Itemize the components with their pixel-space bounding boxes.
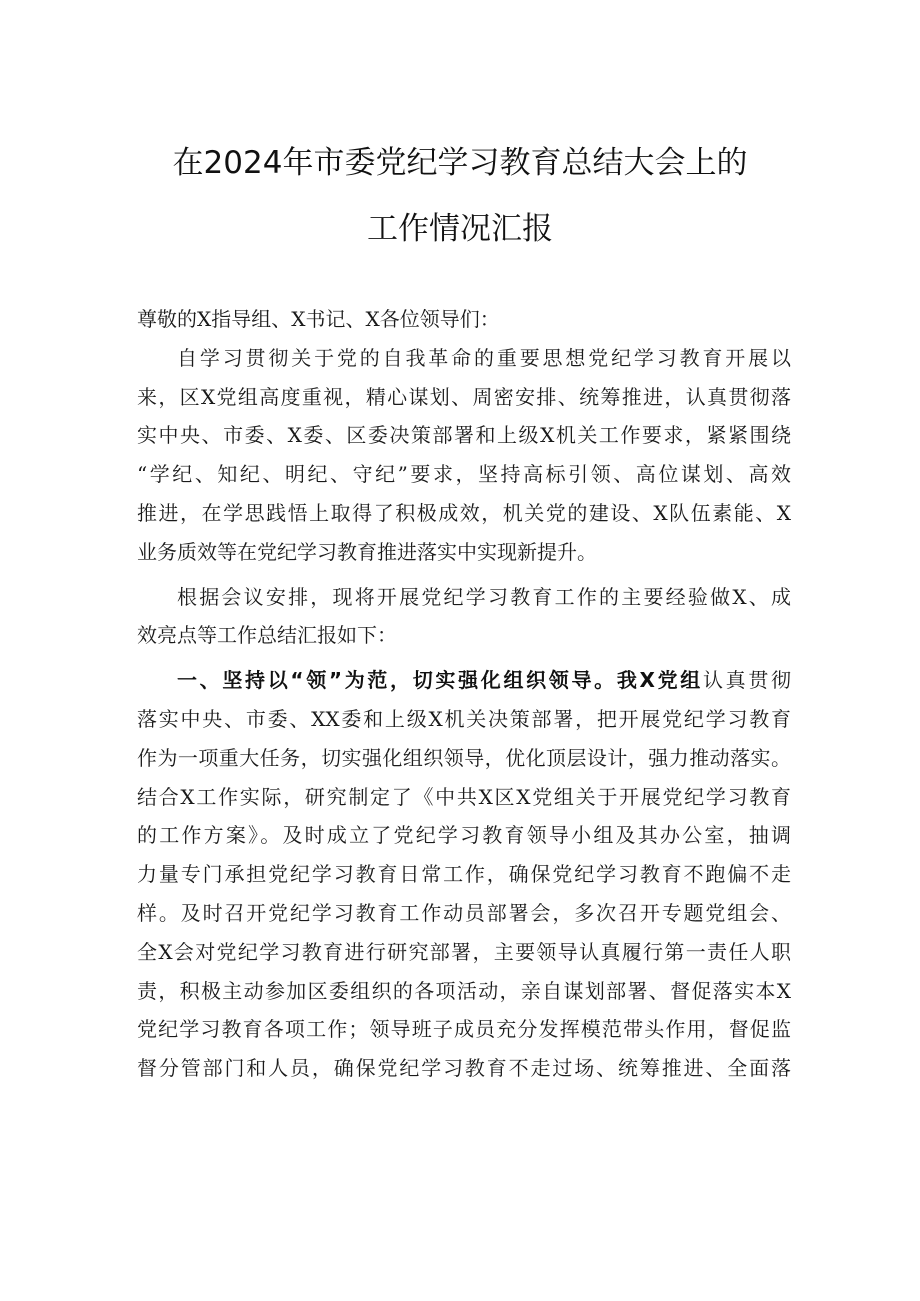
section-1-first-line xyxy=(137,661,791,700)
paragraph-line: 来，区X党组高度重视，精心谋划、周密安排、统筹推进，认真贯彻落 xyxy=(137,384,791,409)
document-title-line-1: 在2024年市委党纪学习教育总结大会上的 xyxy=(172,145,748,181)
section-line: 全X会对党纪学习教育进行研究部署，主要领导认真履行第一责任人职 xyxy=(137,939,791,964)
section-line: 党纪学习教育各项工作；领导班子成员充分发挥模范带头作用，督促监 xyxy=(137,1017,791,1042)
paragraph-line: 根据会议安排，现将开展党纪学习教育工作的主要经验做X、成 xyxy=(177,584,791,609)
salutation: 尊敬的X指导组、X书记、X各位领导们： xyxy=(137,307,500,331)
paragraph-line: 实中央、市委、X委、区委决策部署和上级X机关工作要求，紧紧围绕 xyxy=(137,423,791,448)
document-body xyxy=(137,300,791,1088)
section-line: 督分管部门和人员，确保党纪学习教育不走过场、统筹推进、全面落 xyxy=(137,1056,791,1081)
paragraph-line: 效亮点等工作总结汇报如下： xyxy=(137,623,397,648)
section-1-heading: 一、坚持以“领”为范，切实强化组织领导。我X党组 xyxy=(177,668,703,693)
section-line: 样。及时召开党纪学习教育工作动员部署会，多次召开专题党组会、 xyxy=(137,900,791,925)
section-line: 责，积极主动参加区委组织的各项活动，亲自谋划部署、督促落实本X xyxy=(137,978,791,1003)
section-line: 作为一项重大任务，切实强化组织领导，优化顶层设计，强力推动落实。 xyxy=(137,745,791,770)
section-1 xyxy=(137,661,791,1088)
section-1-first-line-rest: 认真贯彻 xyxy=(702,668,792,693)
document-title-line-2: 工作情况汇报 xyxy=(367,211,553,247)
paragraph-line: 业务质效等在党纪学习教育推进落实中实现新提升。 xyxy=(137,539,597,564)
section-line: 力量专门承担党纪学习教育日常工作，确保党纪学习教育不跑偏不走 xyxy=(137,862,791,887)
paragraph-line: 自学习贯彻关于党的自我革命的重要思想党纪学习教育开展以 xyxy=(177,345,791,370)
paragraph-line: “学纪、知纪、明纪、守纪”要求，坚持高标引领、高位谋划、高效 xyxy=(137,462,791,487)
paragraph-intro xyxy=(137,339,791,572)
section-line: 落实中央、市委、XX委和上级X机关决策部署，把开展党纪学习教育 xyxy=(137,706,791,731)
section-line: 的工作方案》。及时成立了党纪学习教育领导小组及其办公室，抽调 xyxy=(137,823,791,848)
paragraph-line: 推进，在学思践悟上取得了积极成效，机关党的建设、X队伍素能、X xyxy=(137,500,791,525)
paragraph-arrangement xyxy=(137,578,791,656)
section-line: 结合X工作实际，研究制定了《中共X区X党组关于开展党纪学习教育 xyxy=(137,784,791,809)
